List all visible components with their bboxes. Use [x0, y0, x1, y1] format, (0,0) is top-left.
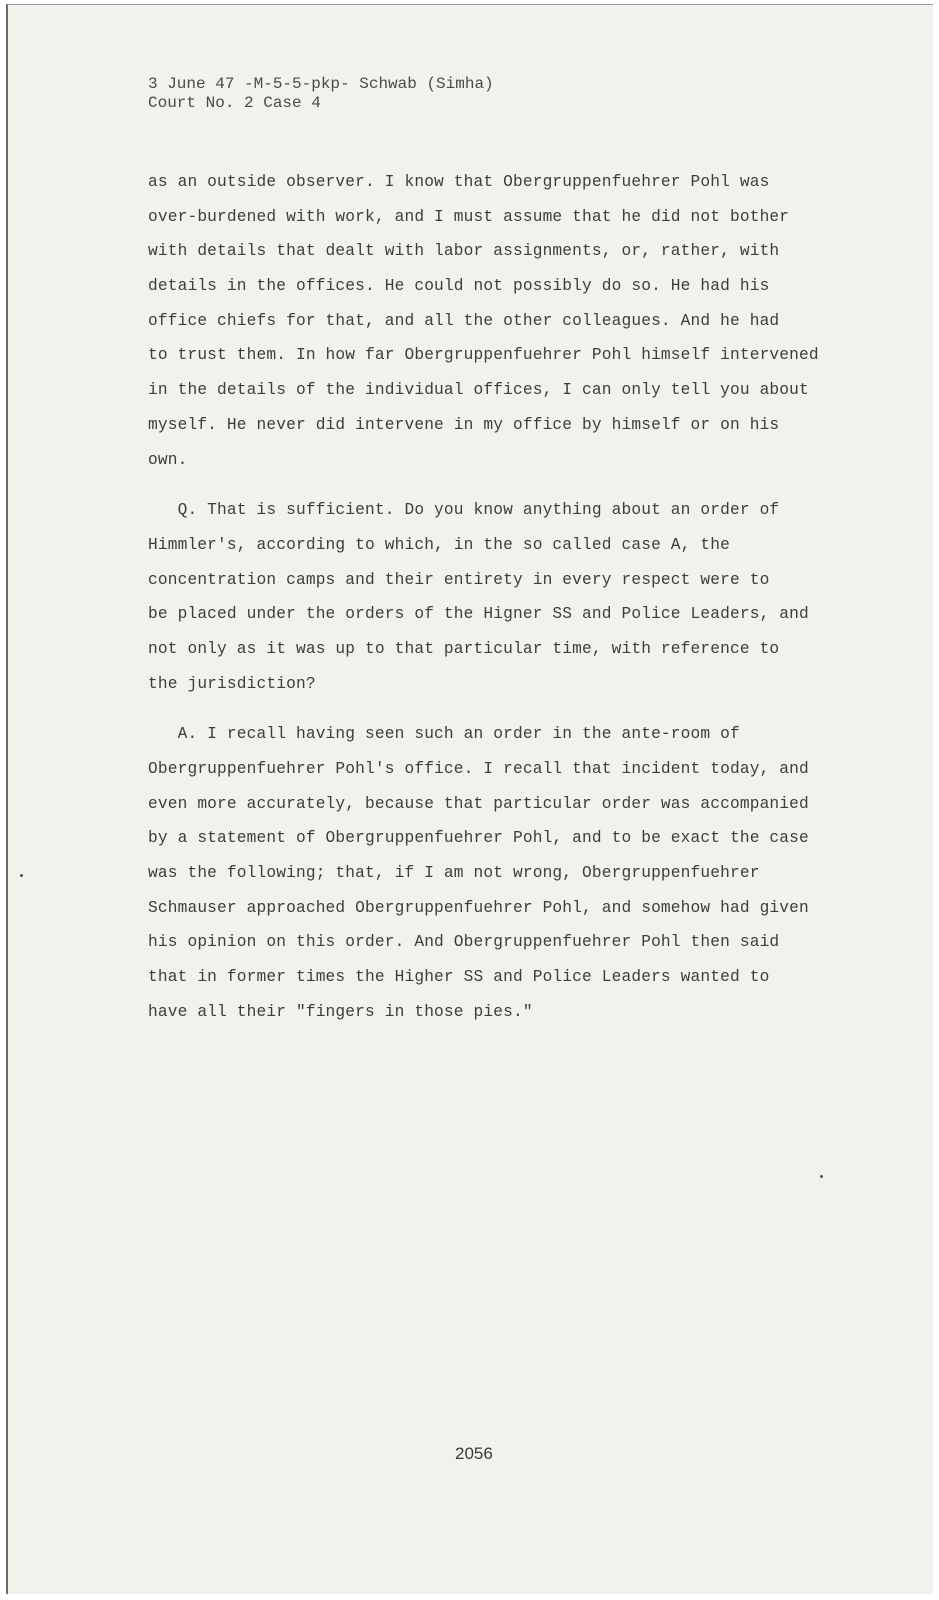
text-line: the jurisdiction? [148, 674, 316, 693]
text-line: in the details of the individual offices, I can only tell you about [148, 381, 809, 400]
text-line: own. [148, 450, 188, 469]
text-line: over-burdened with work, and I must assume that he did not bother [148, 207, 790, 226]
header-line-2: Court No. 2 Case 4 [148, 94, 321, 112]
header-line-1: 3 June 47 -M-5-5-pkp- Schwab (Simha) [148, 75, 494, 93]
text-line: details in the offices. He could not possibly do so. He had his [148, 277, 770, 296]
text-line: Q. That is sufficient. Do you know anything about an order of [148, 501, 780, 520]
text-line: be placed under the orders of the Higner SS and Police Leaders, and [148, 605, 809, 624]
text-line: as an outside observer. I know that Obergruppenfuehrer Pohl was [148, 173, 770, 191]
transcript-body [148, 165, 848, 1030]
text-line: office chiefs for that, and all the other colleagues. And he had [148, 311, 780, 330]
text-line: A. I recall having seen such an order in the ante-room of [148, 725, 740, 744]
text-line: have all their "fingers in those pies." [148, 1002, 533, 1021]
text-line: Schmauser approached Obergruppenfuehrer Pohl, and somehow had given [148, 898, 809, 917]
document-header [148, 75, 494, 113]
text-line: was the following; that, if I am not wrong, Obergruppenfuehrer [148, 864, 760, 883]
document-page [6, 4, 933, 1594]
page-number: 2056 [455, 1444, 493, 1463]
scan-speck [820, 1175, 823, 1178]
text-line: his opinion on this order. And Obergruppenfuehrer Pohl then said [148, 933, 780, 952]
text-line: to trust them. In how far Obergruppenfuehrer Pohl himself intervened [148, 346, 819, 365]
text-line: even more accurately, because that particular order was accompanied [148, 794, 809, 813]
text-line: myself. He never did intervene in my office by himself or on his [148, 415, 780, 434]
text-line: that in former times the Higher SS and Police Leaders wanted to [148, 968, 770, 987]
text-line: not only as it was up to that particular time, with reference to [148, 639, 780, 658]
paragraph-answer [148, 717, 848, 1029]
text-line: with details that dealt with labor assignments, or, rather, with [148, 242, 780, 261]
text-line: concentration camps and their entirety in every respect were to [148, 570, 770, 589]
scan-speck [20, 874, 23, 877]
text-line: Obergruppenfuehrer Pohl's office. I recall that incident today, and [148, 760, 809, 778]
paragraph-1 [148, 165, 848, 477]
text-line: Himmler's, according to which, in the so called case A, the [148, 535, 730, 554]
text-line: by a statement of Obergruppenfuehrer Pohl, and to be exact the case [148, 829, 809, 848]
paragraph-question [148, 493, 848, 701]
